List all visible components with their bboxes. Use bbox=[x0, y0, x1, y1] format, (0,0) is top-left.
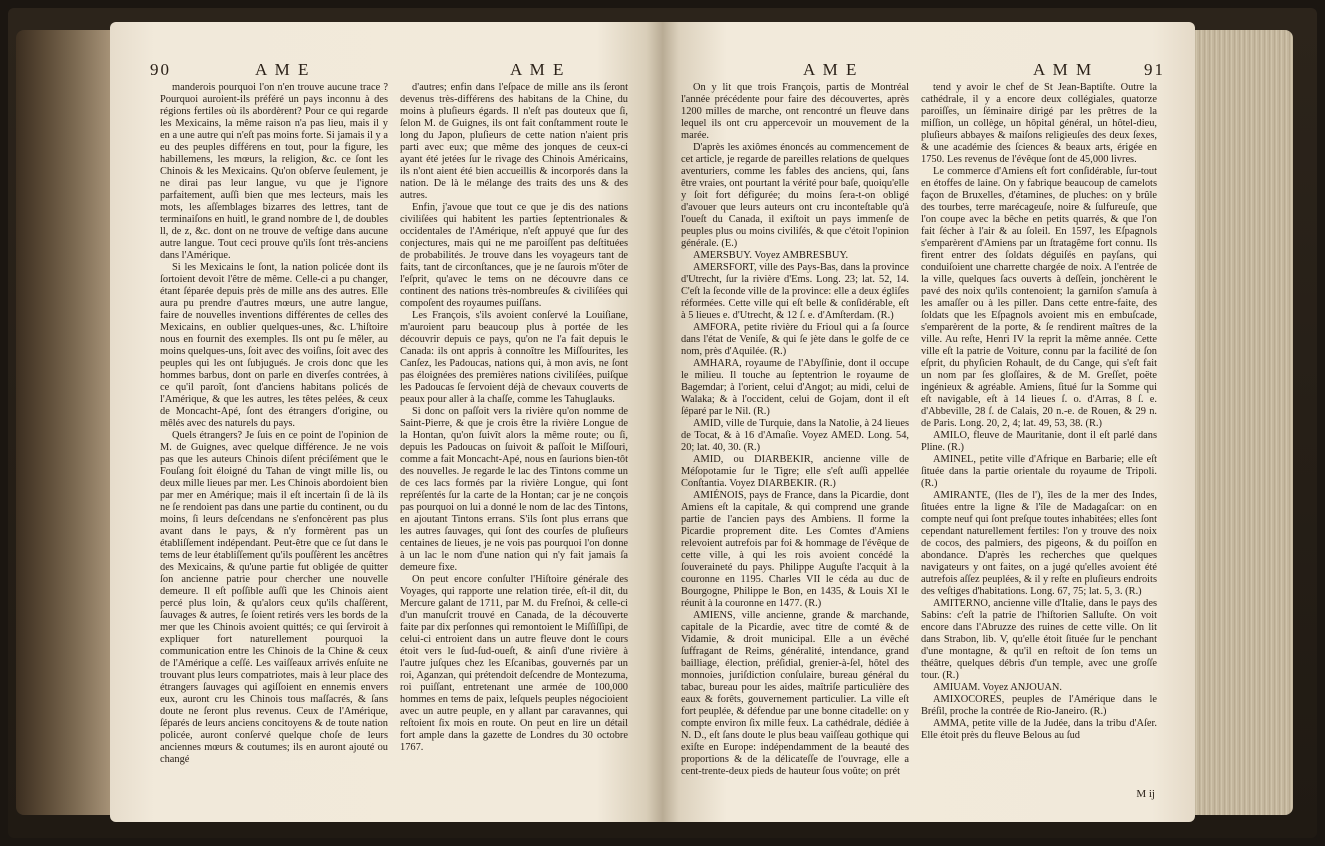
paragraph: Si donc on paſſoit vers la rivière qu'on nomme de Saint-Pierre, & que je crois être la rivière Longue de la Hontan, qu'on ſuivît alors la même route; ou ſi, depuis les Padoucas on ſuivoit & paſſoit le Miſſouri, comme a fait Moncacht-Apé, nous en ſaurions bien-tôt des nouvelles. Je regarde le lac des Tintons comme un de ces lacs formés par la rivière Longue, qui ſont repréſentés ſur la carte de la Hontan; car je ne conçois pas pourquoi on lui a donné le nom de lac des Tintons, en ajoutant Tintons errans. S'ils ſont plus errans que les autres ſauvages, qui ſont des courſes de pluſieurs centaines de lieues, je ne vois pas pourquoi l'on donne à un lac le nom d'une nation qui n'y fait jamais ſa demeure fixe. bbox=[400, 406, 628, 573]
paragraph: On y lit que trois François, partis de Montréal l'année précédente pour faire des découvertes, après 1200 milles de marche, ont rencontré un fleuve dans lequel ils ont cru appercevoir un mouvement de la marée. bbox=[681, 82, 909, 141]
entry: AMIRANTE, (Iles de l'), îles de la mer des Indes, ſituées entre la ligne & l'île de Madagaſcar: on en compte neuf qui ſont preſque toutes inhabitées; elles ſont cependant naturellement fertiles: l'on y trouve des noix de cocos, des palmiers, des pigeons, & du poiſſon en abondance. D'après les recherches que quelques navigateurs y ont faites, on a jugé qu'elles avoient été autrefois aſſez peuplées, & il y reſte en pluſieurs endroits des veſtiges d'habitations. Long. 67, 75; lat. 5, 3. (R.) bbox=[921, 490, 1157, 597]
right-column-1 bbox=[681, 82, 909, 804]
left-page-number: 90 bbox=[150, 60, 171, 79]
entry: AMIUAM. Voyez ANJOUAN. bbox=[933, 682, 1062, 693]
right-page-number: 91 bbox=[1144, 60, 1165, 79]
entry: AMHARA, royaume de l'Abyſſinie, dont il occupe le milieu. Il touche au ſeptentrion le royaume de Bagemdar; à l'orient, celui d'Angot; au midi, celui de Walaka; & à l'occident, celui de Gojam, dont il eſt ſéparé par le Nil. (R.) bbox=[681, 358, 909, 417]
entry: AMERSFORT, ville des Pays-Bas, dans la province d'Utrecht, ſur la rivière d'Ems. Long. 23; lat. 52, 14. C'eſt la ſeconde ville de la province: elle a deux égliſes réformées. Cette ville qui eſt belle & conſidérable, eſt à 5 lieues e. d'Utrecht, & 12 ſ. e. d'Amſterdam. (R.) bbox=[681, 262, 909, 321]
left-column-2 bbox=[400, 82, 628, 804]
entry: AMIXOCORES, peuples de l'Amérique dans le Bréſil, proche la contrée de Rio-Janeiro. (R.) bbox=[921, 694, 1157, 717]
right-column-2 bbox=[921, 82, 1157, 804]
left-page-edges bbox=[16, 30, 112, 815]
paragraph: Quels étrangers? Je ſuis en ce point de l'opinion de M. de Guignes, avec quelque différence. Je ne vois pas que les auteurs Chinois diſent préciſément que le Fouſang ſoit éloigné du Tahan de vingt mille lis, ou deux mille lieues par mer. Les Chinois abordoient bien par mer en Amérique; mais il eſt incertain ſi de là ils ne ſe rendoient pas dans une partie du continent, ou du moins, ſi leurs deſcendans ne s'enfoncèrent pas plus avant dans le pays, & n'y formèrent pas un établiſſement indépendant. Peut-être que ce ſut dans le tems de leur établiſſement qu'ils pouſſèrent les ancêtres des Mexicains, & qu'une partie fut obligée de quitter ſon ancienne patrie pour chercher une nouvelle demeure. Il eſt poſſible auſſi que les Chinois aient percé plus loin, & qu'alors ceux qu'ils chaſſèrent, ſauvages & autres, ſe ſoient retirés vers les bords de la mer que les Chinois avoient quittés; ce qui ſerviroit à expliquer fort naturellement pourquoi la communication entre les Chinois de la Chine & ceux de l'Amérique a ceſſé. Les vaiſſeaux arrivés enſuite ne trouvant plus leurs compatriotes, mais à leur place des étrangers ſauvages qui agiſſoient en ennemis envers eux, auront cru les Chinois tous maſſacrés, & ſans doute ne ſeront plus revenus. Ceux de l'Amérique, ſéparés de leurs anciens concitoyens & de toute nation policée, auront conſervé quelque choſe de leurs anciennes mœurs & coutumes; ils en auront ajouté ou changé bbox=[160, 430, 388, 765]
entry: AMMA, petite ville de la Judée, dans la tribu d'Aſer. Elle étoit près du fleuve Belous au ſud bbox=[921, 718, 1157, 741]
entry: AMIÉNOIS, pays de France, dans la Picardie, dont Amiens eſt la capitale, & qui comprend une grande partie de l'ancien pays des Ambiens. Il forme la Picardie proprement dite. Les Comtes d'Amiens relevoient autrefois par foi & hommage de l'évêque de cette ville, à qui les rois avoient concédé la ſouveraineté du pays. Philippe Auguſte l'acquit à la couronne en 1195. Charles VII le céda au duc de Bourgogne, Philippe le Bon, en 1435, & Louis XI le réunit à la couronne en 1477. (R.) bbox=[681, 490, 909, 609]
left-page bbox=[110, 22, 663, 822]
entry: AMITERNO, ancienne ville d'Italie, dans le pays des Sabins: c'eſt la patrie de l'hiſtorien Salluſte. On voit encore dans l'Abruzze des ruines de cette ville. On lit dans Strabon, lib. V, qu'elle étoit ſituée ſur le penchant d'une montagne, & qu'il en reſtoit de ſon tems un théâtre, quelques débris d'un temple, avec une groſſe tour. (R.) bbox=[921, 598, 1157, 681]
paragraph: D'après les axiômes énoncés au commencement de cet article, je regarde de pareilles relations de quelques aventuriers, comme les fables des anciens, qui, ſans être vraies, ont pourtant la vérité pour baſe, quoiqu'elle y ſoit fort défigurée; du moins ſera-t-on obligé d'avouer que leurs auteurs ont cru inconteſtable qu'à l'oueſt du Canada, il exiſtoit un pays immenſe de peuples plus ou moins civiliſés, & que c'étoit l'opinion générale. (E.) bbox=[681, 142, 909, 249]
left-head-left: A M E bbox=[255, 60, 311, 79]
right-page bbox=[663, 22, 1195, 822]
right-page-edges bbox=[1193, 30, 1293, 815]
right-head-left: A M E bbox=[803, 60, 859, 79]
paragraph: Enfin, j'avoue que tout ce que je dis des nations civiliſées qui habitent les parties ſeptentrionales & occidentales de l'Amérique, n'eſt appuyé que ſur des conjectures, mais qui ne me paroiſſent pas deſtituées de probabilités. Je trouve dans les voyageurs tant de faits, tant de circonſtances, que je ne ſaurois m'ôter de l'eſprit, qu'avec le tems on ne découvre dans ce continent des nations très-nombreuſes & civiliſées qui compoſent des royaumes puiſſans. bbox=[400, 202, 628, 309]
paragraph: Les François, s'ils avoient conſervé la Louiſiane, m'auroient paru beaucoup plus à portée de les découvrir depuis ce pays, qu'on ne l'a fait depuis le Canada: ils ont appris à connoître les Miſſourites, les Canſez, les Padoucas, nations qui, à mon avis, ne ſont pas éloignées des premières nations civiliſées, puiſque les Padoucas ſe ſervoient déjà de chevaux couverts de peaux pour aller à la chaſſe, comme les Tahuglauks. bbox=[400, 310, 628, 405]
entry: AMERSBUY. Voyez AMBRESBUY. bbox=[693, 250, 849, 261]
paragraph: On peut encore conſulter l'Hiſtoire générale des Voyages, qui rapporte une relation tirée, eſt-il dit, du Mercure galant de 1711, par M. du Freſnoi, & celle-ci d'un manuſcrit trouvé en Canada, de la découverte faite par dix perſonnes qui remontoient le Miſſiſſipi, de celui-ci entroient dans un autre fleuve dont le cours étoit vers le ſud-ſud-oueſt, & ainſi d'une rivière à l'autre juſques chez les Eſcanibas, gouvernés par un roi, Aganzan, qui prétendoit deſcendre de Montezuma, roi puiſſant, entretenant une armée de 100,000 hommes en tems de paix, leſquels peuples négocioient avec un autre peuple, en y allant par caravannes, qui reſtoient ſix mois en route. On peut en lire un détail fort ample dans la gazette de Londres du 30 octobre 1767. bbox=[400, 574, 628, 753]
right-head-right: A M M bbox=[1033, 60, 1094, 79]
paragraph: manderois pourquoi l'on n'en trouve aucune trace ? Pourquoi auroient-ils préféré un pays inconnu à des régions fertiles où ils abordèrent? Pour ce qui regarde les Mexicains, la même raison n'a pas lieu, mais il y en a une autre qui n'eſt pas moins forte. Si jamais il y a eu des peuples différens en tout, pour la figure, les habillemens, les mœurs, la religion, &c. ce ſont les Chinois & les Mexicains. Qu'on obſerve ſeulement, je ne dirai pas leur langue, vu que je l'ignore parfaitement, auſſi bien que mes lecteurs, mais les mots, les aſſemblages bizarres des lettres, tant de terminaiſons en huitl, le grand nombre de l, de doubles ll, de z, &c. dont on ne trouve de veſtige dans aucune autre langue. Tout ceci prouve qu'ils ſont très-anciens dans l'Amérique. bbox=[160, 82, 388, 261]
paragraph: d'autres; enfin dans l'eſpace de mille ans ils ſeront devenus très-différens des habitans de la Chine, du moins à pluſieurs égards. Il n'eſt pas douteux que ſi, ſelon M. de Guignes, ils ont fait conſtamment route le long du Japon, pluſieurs de cette nation n'aient pris parti avec eux; que même des jonques de ceux-ci ayant été jetées ſur le rivage des Chinois Américains, ils n'ont aient été bien accueillis & incorporés dans la nation. De là le mélange des traits des uns & des autres. bbox=[400, 82, 628, 201]
signature-mark: M ij bbox=[1136, 788, 1155, 800]
entry: AMILO, fleuve de Mauritanie, dont il eſt parlé dans Pline. (R.) bbox=[921, 430, 1157, 453]
entry: AMIENS, ville ancienne, grande & marchande, capitale de la Picardie, avec titre de comté & de Vidamie, & droit municipal. Elle a un évêché ſuffragant de Reims, généralité, intendance, grand bailliage, élection, préſidial, grenier-à-ſel, hôtel des monnoies, juriſdiction conſulaire, bureau général du tabac, bureau pour les aides, maîtriſe particulière des eaux & forêts, gouvernement particulier. La ville eſt fort peuplée, & défendue par une bonne citadelle: on y compte environ ſix mille feux. La cathédrale, dédiée à N. D., eſt ſans doute le plus beau vaiſſeau gothique qui exiſte en Europe: indépendamment de la beauté des proportions & de la délicateſſe de l'ouvrage, elle a cent-trente-deux pieds de hauteur ſous voûte; on prét bbox=[681, 610, 909, 777]
entry: AMID, ville de Turquie, dans la Natolie, à 24 lieues de Tocat, & à 16 d'Amaſie. Voyez AMED. Long. 54, 20; lat. 40, 30. (R.) bbox=[681, 418, 909, 453]
left-column-1 bbox=[160, 82, 388, 804]
entry: AMID, ou DIARBEKIR, ancienne ville de Méſopotamie ſur le Tigre; elle s'eſt auſſi appellée Conſtantia. Voyez DIARBEKIR. (R.) bbox=[681, 454, 909, 489]
entry: AMINEL, petite ville d'Afrique en Barbarie; elle eſt ſituée dans la partie orientale du royaume de Tripoli. (R.) bbox=[921, 454, 1157, 489]
paragraph: tend y avoir le chef de St Jean-Baptiſte. Outre la cathédrale, il y a encore deux collégiales, quatorze paroiſſes, un ſéminaire dirigé par les prêtres de la miſſion, un collège, un hôpital général, un hôtel-dieu, pluſieurs abbayes & maiſons religieuſes des deux ſexes, & une académie des ſciences & beaux arts, érigée en 1750. Les revenus de l'évêque ſont de 45,000 livres. bbox=[921, 82, 1157, 165]
paragraph: Le commerce d'Amiens eſt fort conſidérable, ſur-tout en étoffes de laine. On y fabrique beaucoup de camelots façon de Bruxelles, d'étamines, de pluches: on y brûle des tourbes, terre marécageuſe, noire & ſulfureuſe, que l'on coupe avec la bêche en petits quarrés, & que l'on fait ſécher à l'air & au ſoleil. En 1597, les Eſpagnols s'emparèrent d'Amiens par un ſtratagême fort connu. Ils firent entrer des ſoldats déguiſés en payſans, qui conduiſoient une charrette chargée de noix. A l'entrée de la ville, quelques ſacs ouverts à deſſein, jonchèrent le pavé des noix qu'ils contenoient; la garniſon s'amuſa à les amaſſer ou à les piller. Dans cette entre-faite, des ſoldats que les Eſpagnols avoient mis en embuſcade, s'emparèrent de la porte, & ſe rendirent maîtres de la ville. Au reſte, Henri IV la reprit la même année. Cette ville eſt la patrie de Voiture, connu par la facilité de ſon eſprit, du phyſicien Rohault, de du Cange, qui s'eſt fait un nom par ſes gloſſaires, & de M. Greſſet, poëte ingénieux & agréable. Amiens, ſitué ſur la Somme qui eſt navigable, eſt à 14 lieues ſ. o. d'Arras, 8 ſ. e. d'Abbeville, 28 ſ. de Calais, 20 n.-e. de Rouen, & 29 n. de Paris. Long. 20, 2, 4; lat. 49, 53, 38. (R.) bbox=[921, 166, 1157, 429]
left-head-right: A M E bbox=[510, 60, 566, 79]
entry: AMFORA, petite rivière du Frioul qui a ſa ſource dans l'état de Veniſe, & qui ſe jète dans le golfe de ce nom, près d'Aquilée. (R.) bbox=[681, 322, 909, 357]
paragraph: Si les Mexicains le ſont, la nation policée dont ils ſortoient devoit l'être de même. Celle-ci a pu changer, étant ſéparée depuis près de mille ans des autres. Elle aura pu prendre d'autres mœurs, une autre langue, faire de nouvelles inventions différentes de celles des Mexicains, en oublier quelques-unes, &c. L'hiſtoire nous en fournit des exemples. Ils ont pu ſe mêler, au moins quelques-uns, ſoit avec des voiſins, ſoit avec des peuples qui les ont ſubjugués. Je crois donc que les hommes barbus, dont on parle en diverſes contrées, à ce qu'il paroît, ſont d'anciens habitans policés de l'Amérique, & que les autres, les têtes pelées, & ceux de Moncacht-Apé, ſont des étrangers d'origine, ou mêlés avec des naturels du pays. bbox=[160, 262, 388, 429]
